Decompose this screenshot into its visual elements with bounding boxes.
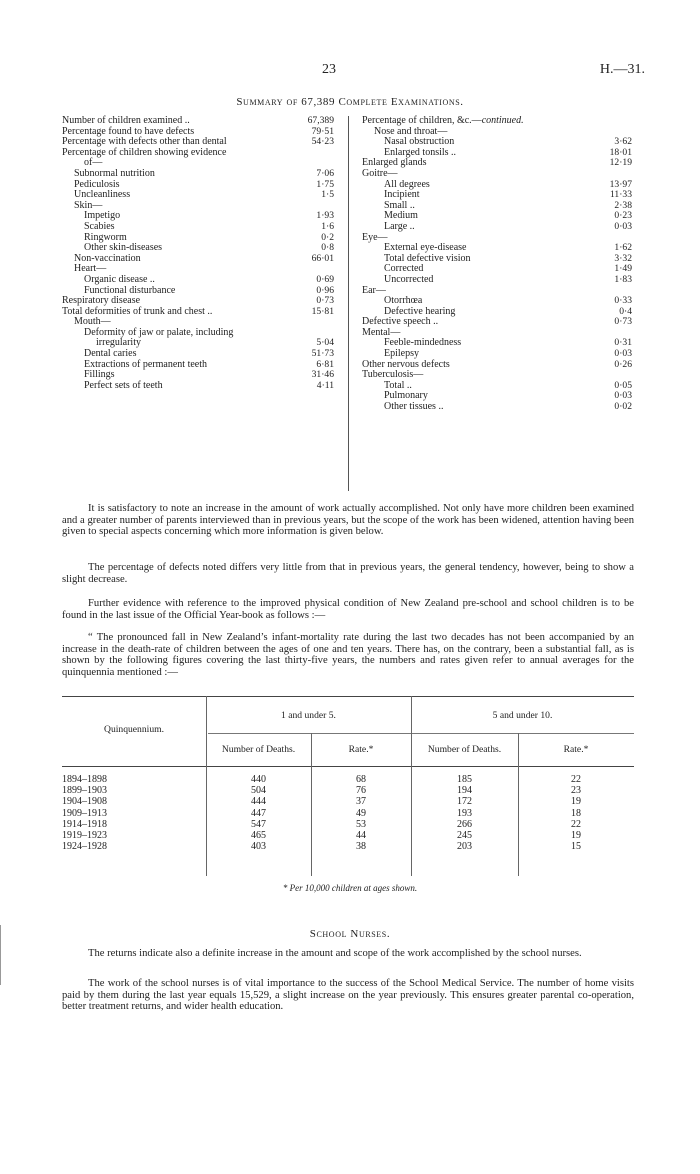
table-period: 1909–1913 bbox=[62, 807, 107, 819]
table-cell-d2: 172 bbox=[457, 796, 472, 808]
summary-label: Epilepsy bbox=[384, 348, 419, 360]
summary-value: 66·01 bbox=[311, 252, 334, 264]
table-cell-d2: 185 bbox=[457, 774, 472, 785]
table-cell-d2: 203 bbox=[457, 841, 472, 853]
summary-label: Small .. bbox=[384, 199, 415, 211]
summary-label: Total defective vision bbox=[384, 252, 471, 264]
table-cell-r1: 44 bbox=[356, 830, 366, 841]
summary-value: 0·02 bbox=[614, 401, 632, 413]
summary-label: External eye-disease bbox=[384, 242, 467, 254]
summary-value: 1·93 bbox=[316, 210, 334, 222]
summary-row bbox=[362, 222, 632, 233]
table-top-rule bbox=[62, 696, 634, 697]
summary-value: 0·26 bbox=[614, 358, 632, 370]
summary-value: 1·62 bbox=[614, 242, 632, 254]
table-group-rule bbox=[208, 733, 634, 734]
header-rate-1: Rate.* bbox=[348, 744, 374, 755]
table-cell-r1: 68 bbox=[356, 774, 366, 785]
page-reference: H.—31. bbox=[599, 62, 645, 77]
summary-value: 13·97 bbox=[609, 178, 632, 190]
summary-value: 0·31 bbox=[614, 337, 632, 349]
summary-label: Dental caries bbox=[84, 348, 137, 360]
summary-label: Functional disturbance bbox=[84, 284, 176, 296]
summary-row bbox=[62, 222, 334, 233]
summary-row bbox=[62, 381, 334, 392]
summary-value: 0·03 bbox=[614, 220, 632, 232]
summary-label: Defective speech .. bbox=[362, 316, 439, 328]
table-period: 1919–1923 bbox=[62, 830, 107, 841]
summary-value: 67,389 bbox=[307, 115, 334, 126]
summary-value: 1·5 bbox=[321, 189, 334, 201]
summary-label: Percentage of children showing evidence bbox=[62, 146, 227, 158]
table-cell-d2: 266 bbox=[457, 818, 472, 830]
summary-value: 0·05 bbox=[614, 379, 632, 391]
page-number: 23 bbox=[322, 62, 336, 77]
summary-row bbox=[362, 317, 632, 328]
summary-value: 0·96 bbox=[316, 284, 334, 296]
summary-label: Uncleanliness bbox=[74, 189, 131, 201]
summary-label: Subnormal nutrition bbox=[74, 167, 155, 179]
table-row bbox=[62, 830, 634, 841]
table-cell-r1: 53 bbox=[356, 818, 366, 830]
header-deaths-1: Number of Deaths. bbox=[221, 744, 296, 755]
summary-label: Total deformities of trunk and chest .. bbox=[62, 305, 213, 317]
table-cell-r2: 22 bbox=[571, 774, 581, 785]
paragraph-nurses-returns: The returns indicate also a definite increase in the amount and scope of the work accomplished by the school nurses. bbox=[88, 948, 582, 959]
summary-value: 0·73 bbox=[316, 295, 334, 307]
table-cell-d1: 440 bbox=[251, 774, 266, 785]
summary-label: Non-vaccination bbox=[74, 252, 141, 264]
summary-label: Pediculosis bbox=[74, 178, 120, 190]
school-nurses-title: School Nurses. bbox=[309, 928, 391, 940]
summary-label: Eye— bbox=[362, 231, 388, 243]
table-row bbox=[62, 841, 634, 852]
table-cell-r2: 19 bbox=[571, 796, 581, 808]
summary-value: 0·23 bbox=[614, 210, 632, 222]
summary-label: Mouth— bbox=[74, 316, 111, 328]
summary-value: 1·75 bbox=[316, 178, 334, 190]
summary-label: Enlarged glands bbox=[362, 157, 427, 169]
table-period: 1924–1928 bbox=[62, 841, 107, 853]
summary-label: Nose and throat— bbox=[374, 125, 448, 137]
summary-label: Other nervous defects bbox=[362, 358, 450, 370]
table-cell-r2: 22 bbox=[571, 818, 581, 830]
table-cell-r2: 18 bbox=[571, 807, 581, 819]
paragraph-defects: The percentage of defects noted differs very little from that in previous years, the general tendency, however, being to show a slight decrease. bbox=[62, 562, 634, 585]
summary-row bbox=[62, 148, 334, 159]
table-cell-r2: 15 bbox=[571, 841, 581, 853]
summary-value: 0·33 bbox=[614, 295, 632, 307]
summary-value: 79·51 bbox=[311, 125, 334, 137]
table-period: 1899–1903 bbox=[62, 785, 107, 797]
summary-label: Respiratory disease bbox=[62, 295, 141, 307]
summary-value: 7·06 bbox=[316, 167, 334, 179]
summary-value: 0·4 bbox=[619, 305, 632, 317]
table-cell-d1: 444 bbox=[251, 796, 266, 808]
table-period: 1914–1918 bbox=[62, 818, 107, 830]
summary-value: 0·73 bbox=[614, 316, 632, 328]
summary-label: Medium bbox=[384, 210, 418, 222]
table-cell-r1: 38 bbox=[356, 841, 366, 853]
table-cell-d1: 547 bbox=[251, 818, 266, 830]
header-rate-2: Rate.* bbox=[563, 744, 589, 755]
table-row bbox=[62, 785, 634, 796]
summary-value: 11·33 bbox=[609, 189, 632, 201]
summary-label: Organic disease .. bbox=[84, 273, 155, 285]
summary-label: Ringworm bbox=[84, 231, 127, 243]
table-cell-r1: 37 bbox=[356, 796, 366, 808]
summary-label: Goitre— bbox=[362, 167, 398, 179]
summary-label: Pulmonary bbox=[384, 390, 428, 402]
summary-value: 2·38 bbox=[614, 199, 632, 211]
summary-label: Corrected bbox=[384, 263, 424, 275]
summary-label: Other skin-diseases bbox=[84, 242, 163, 254]
summary-value: 6·81 bbox=[316, 358, 334, 370]
summary-label: Fillings bbox=[84, 369, 115, 381]
paragraph-evidence: Further evidence with reference to the improved physical condition of New Zealand pre-school and school children is to be found in the last issue of the Official Year-book as follows :— bbox=[62, 598, 634, 621]
summary-right-column bbox=[362, 116, 632, 413]
table-cell-d2: 193 bbox=[457, 807, 472, 819]
table-cell-d2: 194 bbox=[457, 785, 472, 797]
right-column-heading: Percentage of children, &c.—continued. bbox=[362, 115, 524, 126]
summary-label: Total .. bbox=[384, 379, 412, 391]
summary-label: Defective hearing bbox=[384, 305, 456, 317]
summary-value: 3·32 bbox=[614, 252, 632, 264]
summary-label: Impetigo bbox=[84, 210, 121, 222]
summary-value: 51·73 bbox=[311, 348, 334, 360]
summary-label: Percentage found to have defects bbox=[62, 125, 195, 137]
table-row bbox=[62, 819, 634, 830]
summary-label: Skin— bbox=[74, 199, 103, 211]
table-cell-r2: 23 bbox=[571, 785, 581, 797]
summary-row bbox=[362, 169, 632, 180]
summary-label: of— bbox=[84, 157, 103, 169]
summary-value: 12·19 bbox=[609, 157, 632, 169]
summary-value: 0·2 bbox=[321, 231, 334, 243]
summary-row bbox=[62, 116, 334, 127]
summary-value: 4·11 bbox=[316, 379, 334, 391]
summary-value: 5·04 bbox=[316, 337, 334, 349]
summary-value: 1·6 bbox=[321, 220, 334, 232]
summary-row bbox=[62, 190, 334, 201]
table-cell-r1: 49 bbox=[356, 807, 366, 819]
summary-row bbox=[62, 275, 334, 286]
summary-row bbox=[362, 402, 632, 413]
summary-label: Enlarged tonsils .. bbox=[384, 146, 457, 158]
page-header bbox=[0, 62, 700, 82]
table-period: 1894–1898 bbox=[62, 774, 107, 785]
table-cell-d1: 403 bbox=[251, 841, 266, 853]
table-cell-d2: 245 bbox=[457, 830, 472, 841]
summary-title: Summary of 67,389 Complete Examinations. bbox=[236, 96, 464, 108]
summary-label: Scabies bbox=[84, 220, 115, 232]
table-period: 1904–1908 bbox=[62, 796, 107, 808]
table-cell-d1: 465 bbox=[251, 830, 266, 841]
paragraph-work-increase: It is satisfactory to note an increase in the amount of work actually accomplished. Not only have more children been examined and a greater number of parents interviewed than in previous years, but the scope of the work has been widened, attention having been given to special aspects concerning which more information is given below. bbox=[62, 503, 634, 538]
summary-label: Extractions of permanent teeth bbox=[84, 358, 208, 370]
summary-label: irregularity bbox=[96, 337, 141, 349]
summary-value: 18·01 bbox=[609, 146, 632, 158]
table-cell-r1: 76 bbox=[356, 785, 366, 797]
summary-label: Percentage with defects other than dental bbox=[62, 136, 227, 148]
column-divider bbox=[348, 116, 349, 491]
summary-label: Other tissues .. bbox=[384, 401, 444, 413]
summary-label: Ear— bbox=[362, 284, 386, 296]
paragraph-quote: “ The pronounced fall in New Zealand’s infant-mortality rate during the last two decades has not been accompanied by an increase in the death-rate of children between the ages of one and ten years. There has, on the contrary, been a substantial fall, as is shown by the following figures covering the last thirty-five years, the numbers and rates given refer to annual averages for the quinquennia mentioned :— bbox=[62, 632, 634, 679]
summary-label: Feeble-mindedness bbox=[384, 337, 462, 349]
table-cell-r2: 19 bbox=[571, 830, 581, 841]
summary-row bbox=[362, 158, 632, 169]
summary-left-column bbox=[62, 116, 334, 391]
header-quinquennium: Quinquennium. bbox=[104, 724, 164, 735]
table-row bbox=[62, 808, 634, 819]
summary-label: Number of children examined .. bbox=[62, 115, 190, 126]
summary-label: Otorrhœa bbox=[384, 295, 423, 307]
summary-value: 0·03 bbox=[614, 348, 632, 360]
summary-row bbox=[362, 275, 632, 286]
summary-row bbox=[62, 169, 334, 180]
margin-mark bbox=[0, 925, 1, 985]
summary-value: 54·23 bbox=[311, 136, 334, 148]
summary-label: Nasal obstruction bbox=[384, 136, 455, 148]
summary-value: 31·46 bbox=[311, 369, 334, 381]
table-cell-d1: 504 bbox=[251, 785, 266, 797]
table-header-rule bbox=[62, 766, 634, 767]
summary-value: 0·8 bbox=[321, 242, 334, 254]
summary-label: All degrees bbox=[384, 178, 430, 190]
table-row bbox=[62, 796, 634, 807]
table-footnote: * Per 10,000 children at ages shown. bbox=[282, 883, 418, 893]
summary-value: 1·49 bbox=[614, 263, 632, 275]
summary-label: Large .. bbox=[384, 220, 415, 232]
header-group-1-to-5: 1 and under 5. bbox=[281, 710, 336, 721]
table-cell-d1: 447 bbox=[251, 807, 266, 819]
summary-label: Heart— bbox=[74, 263, 107, 275]
summary-value: 0·03 bbox=[614, 390, 632, 402]
paragraph-nurses-work: The work of the school nurses is of vital importance to the success of the School Medical Service. The number of home visits paid by them during the last year equals 15,529, a slight increase on the year previously. This ensures greater parental co-operation, better treatment returns, and wider health education. bbox=[62, 978, 634, 1013]
summary-value: 1·83 bbox=[614, 273, 632, 285]
summary-label: Uncorrected bbox=[384, 273, 434, 285]
summary-value: 3·62 bbox=[614, 136, 632, 148]
summary-label: Incipient bbox=[384, 189, 420, 201]
header-group-5-to-10: 5 and under 10. bbox=[492, 710, 553, 721]
summary-value: 0·69 bbox=[316, 273, 334, 285]
summary-label: Perfect sets of teeth bbox=[84, 379, 163, 391]
summary-label: Tuberculosis— bbox=[362, 369, 424, 381]
summary-value: 15·81 bbox=[311, 305, 334, 317]
table-row bbox=[62, 774, 634, 785]
header-deaths-2: Number of Deaths. bbox=[427, 744, 502, 755]
summary-label: Deformity of jaw or palate, including bbox=[84, 326, 234, 338]
summary-label: Mental— bbox=[362, 326, 401, 338]
